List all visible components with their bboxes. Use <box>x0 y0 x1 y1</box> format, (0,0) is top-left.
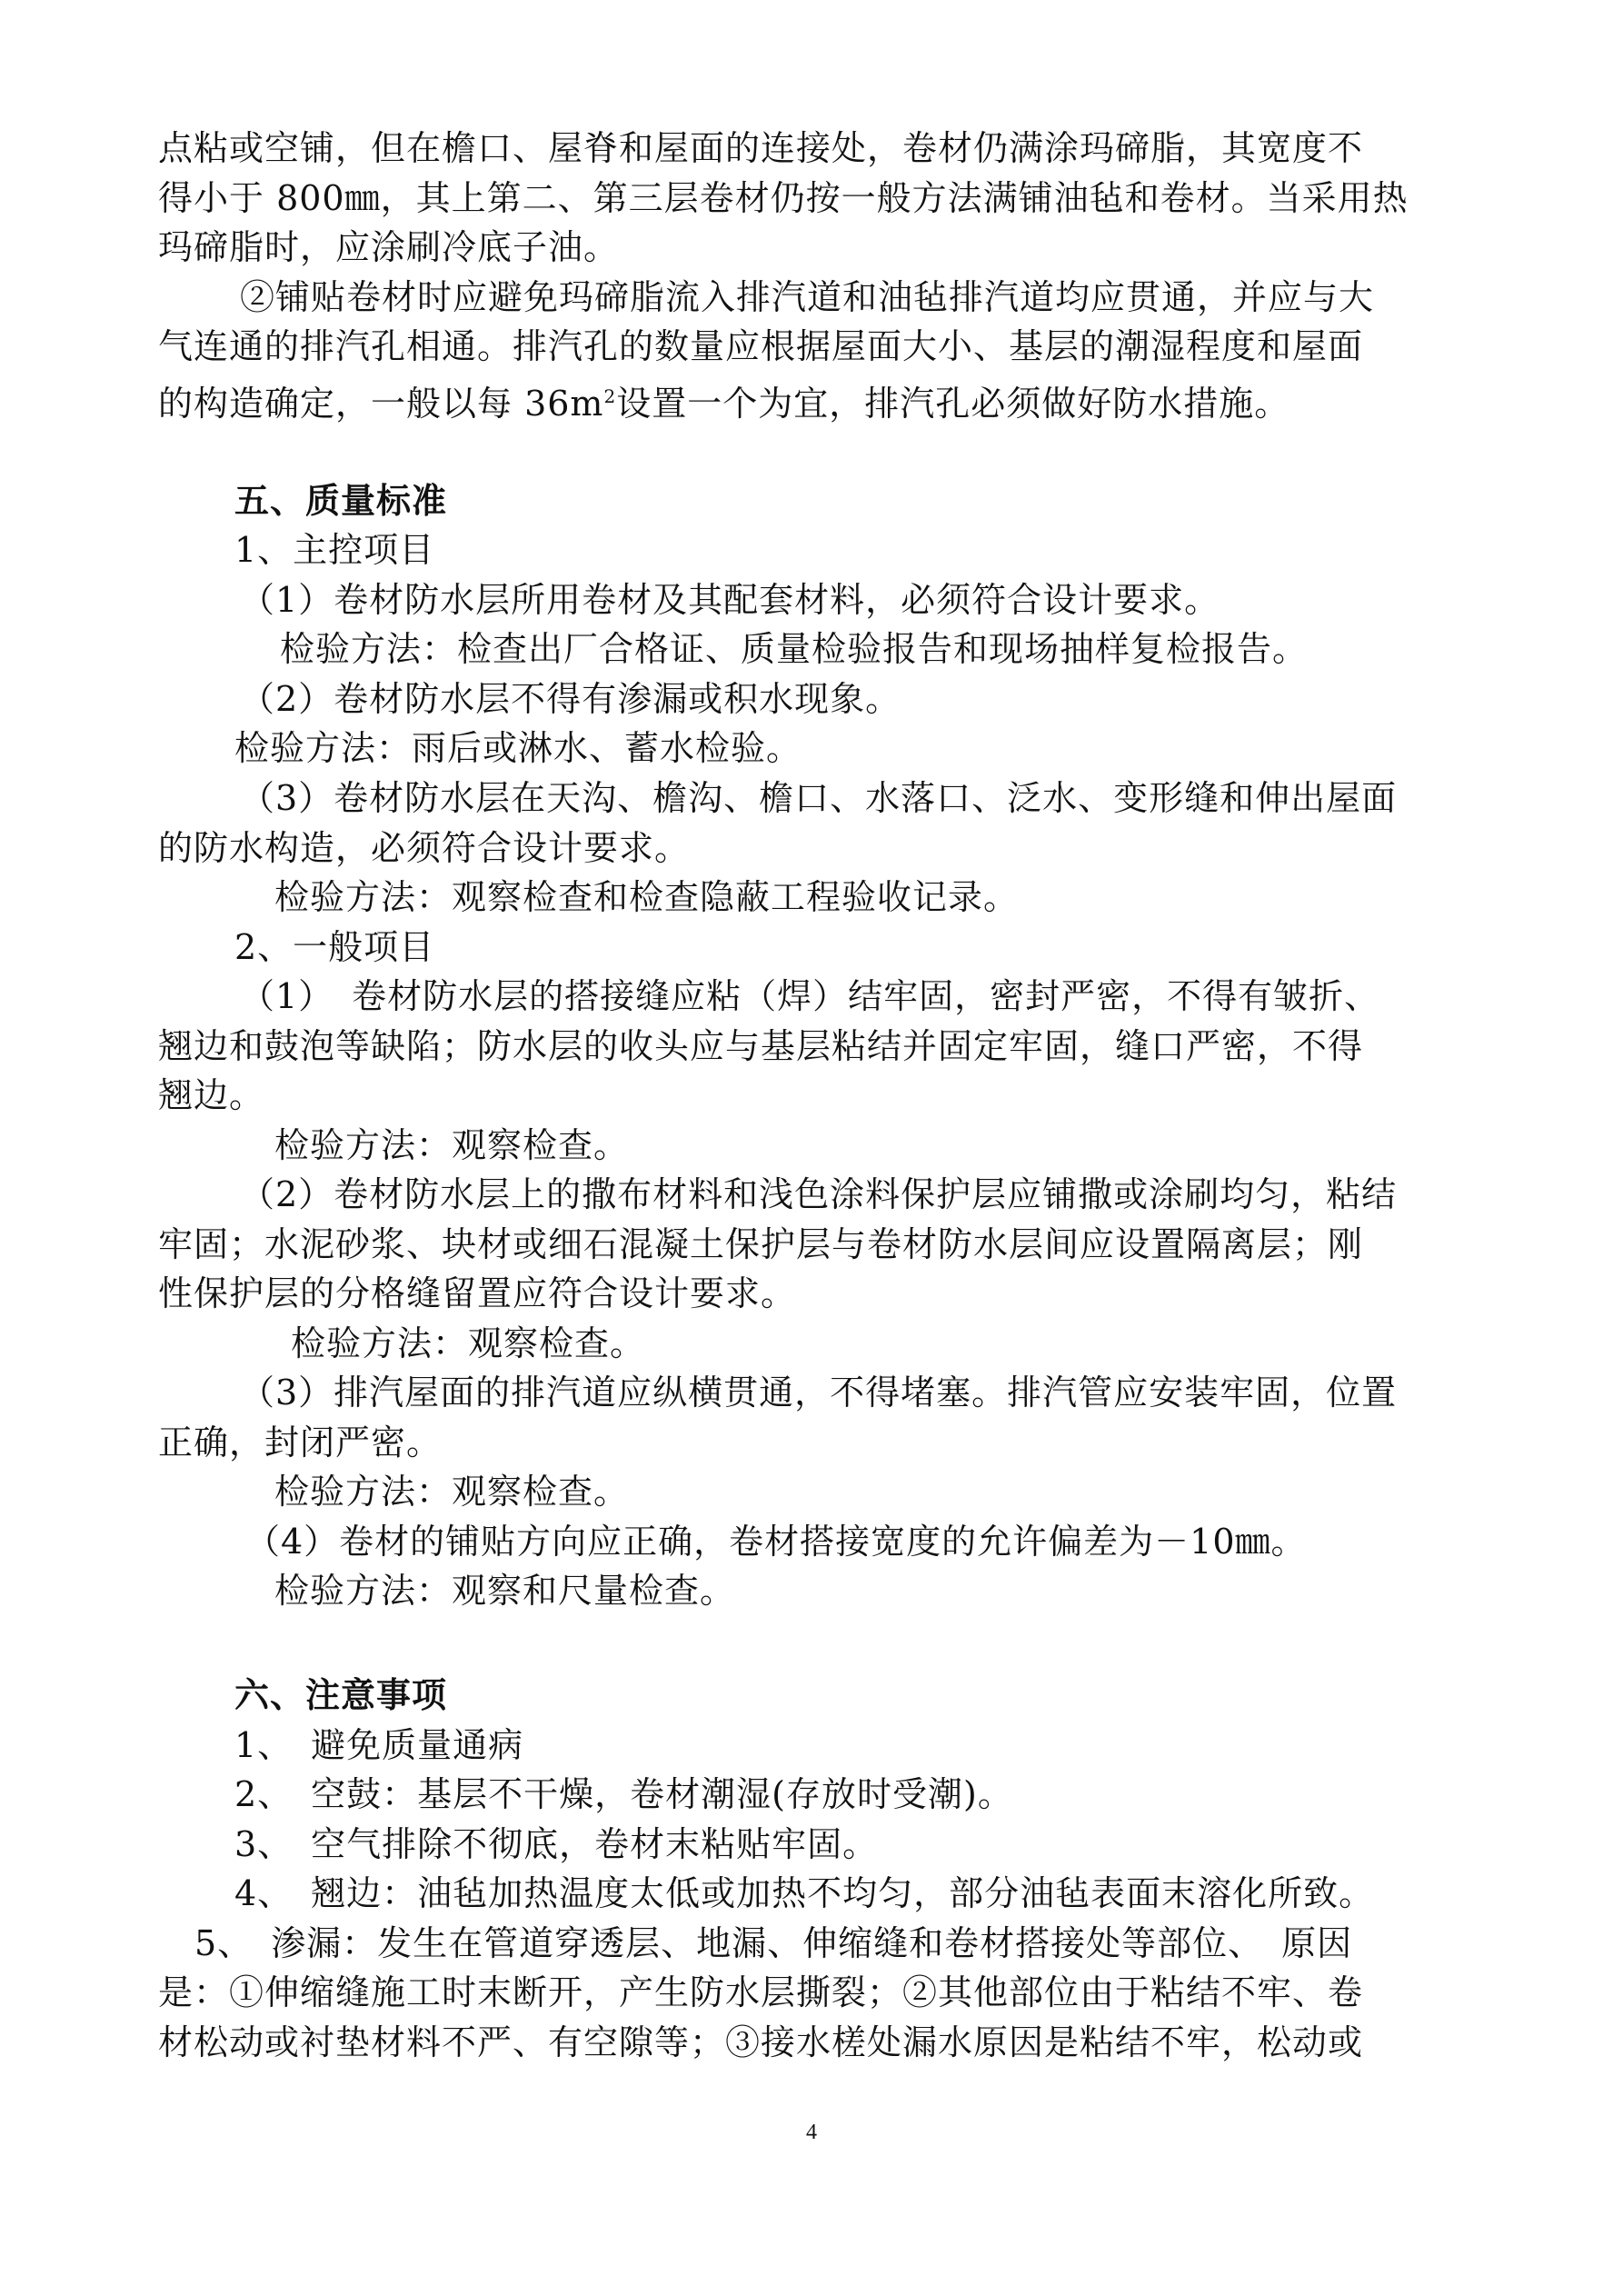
inspection-method: 检验方法：观察检查。 <box>274 1125 630 1165</box>
page-number: 4 <box>806 2121 817 2144</box>
paragraph-line: 性保护层的分格缝留置应符合设计要求。 <box>158 1273 797 1313</box>
notice-item: 5、 渗漏：发生在管道穿透层、地漏、伸缩缝和卷材搭接处等部位、 原因 <box>194 1923 1353 1963</box>
paragraph-line: 正确，封闭严密。 <box>158 1423 443 1462</box>
requirement-item: （1）卷材防水层所用卷材及其配套材料，必须符合设计要求。 <box>240 580 1220 620</box>
requirement-item: （2）卷材防水层上的撒布材料和浅色涂料保护层应铺撒或涂刷均匀，粘结 <box>240 1174 1398 1214</box>
text-fragment: 的构造确定，一般以每 36m <box>158 384 604 424</box>
inspection-method: 检验方法：观察检查。 <box>274 1472 630 1512</box>
paragraph-line: 材松动或衬垫材料不严、有空隙等；③接水槎处漏水原因是粘结不牢，松动或 <box>158 2022 1364 2062</box>
requirement-item: （4）卷材的铺贴方向应正确，卷材搭接宽度的允许偏差为－10㎜。 <box>245 1522 1307 1562</box>
section-heading: 六、注意事项 <box>234 1675 448 1715</box>
notice-item: 3、 空气排除不彻底，卷材末粘贴牢固。 <box>234 1824 879 1864</box>
inspection-method: 检验方法：观察和尺量检查。 <box>274 1571 736 1611</box>
paragraph-line: 的防水构造，必须符合设计要求。 <box>158 828 691 868</box>
inspection-method: 检验方法：观察检查和检查隐蔽工程验收记录。 <box>274 877 1020 917</box>
section-heading: 五、质量标准 <box>234 481 448 521</box>
notice-item: 1、 避免质量通病 <box>234 1725 524 1765</box>
paragraph-line: 是：①伸缩缝施工时末断开，产生防水层撕裂；②其他部位由于粘结不牢、卷 <box>158 1972 1364 2012</box>
paragraph-line <box>158 374 1289 426</box>
subsection-heading: 2、一般项目 <box>234 927 435 967</box>
paragraph-line: ②铺贴卷材时应避免玛碲脂流入排汽道和油毡排汽道均应贯通，并应与大 <box>240 277 1375 317</box>
requirement-item: （3）排汽屋面的排汽道应纵横贯通，不得堵塞。排汽管应安装牢固，位置 <box>240 1373 1398 1413</box>
notice-item: 2、 空鼓：基层不干燥，卷材潮湿(存放时受潮)。 <box>234 1774 1013 1814</box>
requirement-item: （2）卷材防水层不得有渗漏或积水现象。 <box>240 679 901 719</box>
paragraph-line: 点粘或空铺，但在檐口、屋脊和屋面的连接处，卷材仍满涂玛碲脂，其宽度不 <box>158 128 1364 168</box>
paragraph-line: 牢固；水泥砂浆、块材或细石混凝土保护层与卷材防水层间应设置隔离层；刚 <box>158 1224 1364 1264</box>
subsection-heading: 1、主控项目 <box>234 530 435 570</box>
inspection-method: 检验方法：检查出厂合格证、质量检验报告和现场抽样复检报告。 <box>280 629 1309 669</box>
text-fragment: 设置一个为宜，排汽孔必须做好防水措施。 <box>616 384 1290 424</box>
notice-item: 4、 翘边：油毡加热温度太低或加热不均匀，部分油毡表面末溶化所致。 <box>234 1873 1375 1913</box>
paragraph-line: 翘边和鼓泡等缺陷；防水层的收头应与基层粘结并固定牢固，缝口严密，不得 <box>158 1026 1364 1066</box>
requirement-item: （1） 卷材防水层的搭接缝应粘（焊）结牢固，密封严密，不得有皱折、 <box>240 976 1380 1016</box>
inspection-method: 检验方法：雨后或淋水、蓄水检验。 <box>234 728 802 768</box>
unit-superscript: 2 <box>603 385 617 407</box>
paragraph-line: 翘边。 <box>158 1075 265 1115</box>
paragraph-line: 得小于 800㎜，其上第二、第三层卷材仍按一般方法满铺油毡和卷材。当采用热 <box>158 178 1409 218</box>
requirement-item: （3）卷材防水层在天沟、檐沟、檐口、水落口、泛水、变形缝和伸出屋面 <box>240 778 1398 818</box>
paragraph-line: 玛碲脂时，应涂刷冷底子油。 <box>158 227 620 267</box>
inspection-method: 检验方法：观察检查。 <box>291 1323 646 1363</box>
paragraph-line: 气连通的排汽孔相通。排汽孔的数量应根据屋面大小、基层的潮湿程度和屋面 <box>158 326 1364 366</box>
